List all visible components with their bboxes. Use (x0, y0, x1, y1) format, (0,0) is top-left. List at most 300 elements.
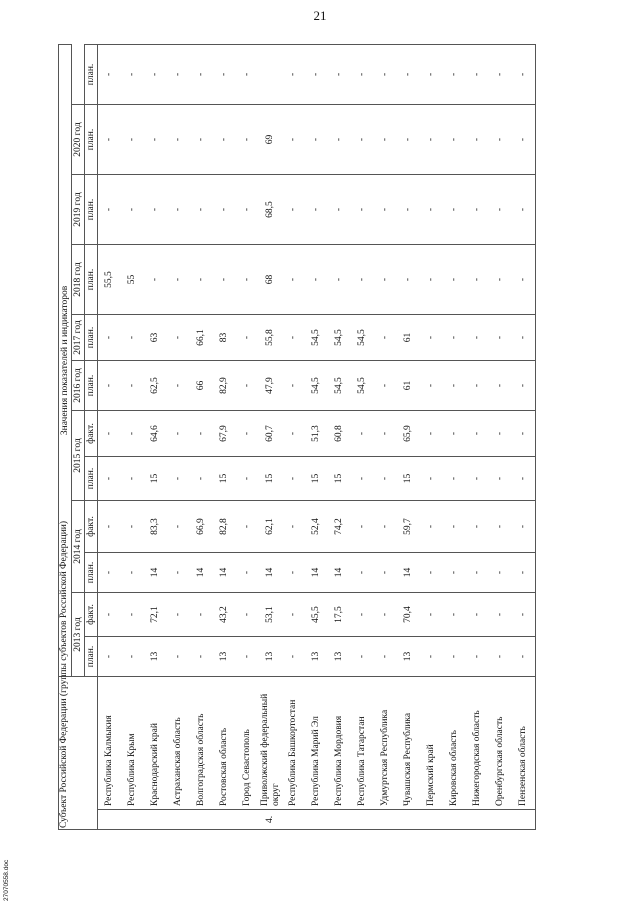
value-cell: - (420, 457, 443, 501)
value-cell: 15 (213, 457, 236, 501)
value-cell: - (190, 411, 213, 457)
value-cell: - (420, 593, 443, 637)
value-cell: 54,5 (351, 361, 374, 411)
value-cell: - (420, 44, 443, 104)
value-cell: - (236, 44, 259, 104)
value-cell: - (167, 637, 190, 677)
table-row (328, 44, 351, 829)
value-cell: - (305, 175, 328, 245)
row-number (236, 810, 259, 830)
table-row (512, 44, 536, 829)
value-cell: - (351, 637, 374, 677)
value-cell: - (374, 411, 397, 457)
region-name: Пермский край (420, 677, 443, 810)
value-cell: - (121, 175, 144, 245)
row-number (420, 810, 443, 830)
value-cell: - (420, 245, 443, 315)
value-cell: 14 (190, 553, 213, 593)
value-cell: 62,5 (144, 361, 167, 411)
value-cell: - (236, 637, 259, 677)
value-cell: - (443, 501, 466, 553)
plan-header: план. (85, 457, 98, 501)
value-cell: 54,5 (328, 361, 351, 411)
value-cell: - (420, 553, 443, 593)
value-cell: 47,9 (259, 361, 282, 411)
value-cell: - (351, 553, 374, 593)
value-cell: - (512, 411, 536, 457)
value-cell: - (190, 245, 213, 315)
value-cell: 14 (305, 553, 328, 593)
year-header: 2013 год (72, 593, 85, 677)
value-cell: - (351, 245, 374, 315)
row-number (397, 810, 420, 830)
row-number (351, 810, 374, 830)
value-cell: - (282, 553, 305, 593)
value-cell: - (512, 501, 536, 553)
value-cell: 52,4 (305, 501, 328, 553)
table-row (282, 44, 305, 829)
value-cell: - (328, 44, 351, 104)
value-cell: - (420, 411, 443, 457)
region-name: Чувашская Республика (397, 677, 420, 810)
value-cell: 83,3 (144, 501, 167, 553)
value-cell: - (512, 553, 536, 593)
value-cell: - (466, 457, 489, 501)
value-cell: 61 (397, 315, 420, 361)
region-name: Волгоградская область (190, 677, 213, 810)
value-cell: - (489, 411, 512, 457)
value-cell (259, 44, 282, 104)
value-cell: 14 (328, 553, 351, 593)
value-cell: - (420, 105, 443, 175)
value-cell: - (489, 593, 512, 637)
table-header (59, 44, 98, 829)
table-row (489, 44, 512, 829)
value-cell: 60,8 (328, 411, 351, 457)
indicators-header: Значения показателей и индикаторов (59, 44, 72, 676)
value-cell: 54,5 (328, 315, 351, 361)
value-cell: - (443, 175, 466, 245)
value-cell: 14 (213, 553, 236, 593)
table-row (374, 44, 397, 829)
row-number (98, 810, 122, 830)
value-cell: - (512, 315, 536, 361)
value-cell: 14 (259, 553, 282, 593)
value-cell: - (121, 457, 144, 501)
table-row (443, 44, 466, 829)
value-cell: - (282, 457, 305, 501)
value-cell: - (282, 105, 305, 175)
region-name: Республика Марий Эл (305, 677, 328, 810)
value-cell: - (328, 105, 351, 175)
value-cell: - (512, 105, 536, 175)
region-name: Республика Крым (121, 677, 144, 810)
value-cell: 13 (213, 637, 236, 677)
value-cell: - (489, 175, 512, 245)
value-cell: - (190, 637, 213, 677)
value-cell: 64,6 (144, 411, 167, 457)
value-cell: - (466, 637, 489, 677)
value-cell: 60,7 (259, 411, 282, 457)
value-cell: - (420, 361, 443, 411)
value-cell: - (328, 245, 351, 315)
value-cell: - (443, 245, 466, 315)
value-cell: - (121, 501, 144, 553)
value-cell: - (512, 457, 536, 501)
row-number (121, 810, 144, 830)
table-row (259, 44, 282, 829)
value-cell: - (282, 593, 305, 637)
value-cell: - (420, 315, 443, 361)
row-number (282, 810, 305, 830)
value-cell: - (374, 593, 397, 637)
value-cell: - (282, 637, 305, 677)
value-cell: 55 (121, 245, 144, 315)
value-cell: - (443, 361, 466, 411)
value-cell: - (167, 315, 190, 361)
value-cell: - (374, 245, 397, 315)
value-cell: - (167, 553, 190, 593)
value-cell: 61 (397, 361, 420, 411)
value-cell: 59,7 (397, 501, 420, 553)
value-cell: - (167, 593, 190, 637)
value-cell: - (305, 105, 328, 175)
region-name: Краснодарский край (144, 677, 167, 810)
value-cell: - (466, 245, 489, 315)
table-row (144, 44, 167, 829)
value-cell: 68 (259, 245, 282, 315)
value-cell: - (466, 361, 489, 411)
value-cell: - (121, 361, 144, 411)
value-cell: - (351, 175, 374, 245)
value-cell: - (351, 105, 374, 175)
table-row (121, 44, 144, 829)
value-cell: - (512, 637, 536, 677)
value-cell: - (397, 175, 420, 245)
rotated-table-container (58, 45, 583, 830)
region-name: Нижегородская область (466, 677, 489, 810)
table-row (305, 44, 328, 829)
value-cell: - (466, 553, 489, 593)
table-row (190, 44, 213, 829)
plan-header: план. (85, 637, 98, 677)
value-cell: - (167, 411, 190, 457)
plan-header: план. (85, 553, 98, 593)
value-cell: 17,5 (328, 593, 351, 637)
plan-header: план. (85, 245, 98, 315)
value-cell: - (489, 501, 512, 553)
value-cell: - (236, 175, 259, 245)
value-cell: - (420, 501, 443, 553)
value-cell: - (374, 501, 397, 553)
value-cell: - (167, 501, 190, 553)
value-cell: - (236, 105, 259, 175)
value-cell: - (190, 457, 213, 501)
value-cell: - (98, 501, 122, 553)
plan-header: план. (85, 105, 98, 175)
value-cell: - (420, 175, 443, 245)
value-cell: - (167, 361, 190, 411)
value-cell: 15 (144, 457, 167, 501)
value-cell: - (443, 315, 466, 361)
value-cell: 14 (144, 553, 167, 593)
value-cell: - (466, 105, 489, 175)
value-cell: - (443, 593, 466, 637)
region-name: Республика Мордовия (328, 677, 351, 810)
value-cell: - (121, 637, 144, 677)
row-number (190, 810, 213, 830)
value-cell: - (489, 315, 512, 361)
value-cell: - (512, 245, 536, 315)
value-cell: 43,2 (213, 593, 236, 637)
value-cell: - (236, 553, 259, 593)
value-cell: 15 (259, 457, 282, 501)
value-cell: - (121, 553, 144, 593)
row-number: 4. (259, 810, 282, 830)
value-cell: 13 (259, 637, 282, 677)
value-cell: 68,5 (259, 175, 282, 245)
value-cell: - (190, 175, 213, 245)
value-cell: - (374, 44, 397, 104)
year-header: 2020 год (72, 105, 85, 175)
region-name: Республика Башкортостан (282, 677, 305, 810)
value-cell: - (144, 245, 167, 315)
value-cell: 15 (397, 457, 420, 501)
value-cell: 53,1 (259, 593, 282, 637)
fact-header: факт. (85, 411, 98, 457)
page-number: 21 (313, 8, 327, 23)
value-cell: - (98, 457, 122, 501)
value-cell: - (121, 44, 144, 104)
year-header: 2018 год (72, 245, 85, 315)
table-row (420, 44, 443, 829)
value-cell: - (466, 44, 489, 104)
value-cell: - (443, 553, 466, 593)
value-cell: - (466, 315, 489, 361)
value-cell: - (144, 44, 167, 104)
value-cell: - (512, 361, 536, 411)
value-cell: - (282, 501, 305, 553)
value-cell: - (489, 457, 512, 501)
value-cell: - (236, 411, 259, 457)
value-cell: - (328, 175, 351, 245)
value-cell: - (98, 105, 122, 175)
value-cell: - (512, 593, 536, 637)
row-number (374, 810, 397, 830)
year-header: 2017 год (72, 315, 85, 361)
value-cell: - (374, 315, 397, 361)
value-cell: 62,1 (259, 501, 282, 553)
value-cell: - (236, 457, 259, 501)
value-cell: - (282, 411, 305, 457)
row-number (213, 810, 236, 830)
value-cell: - (190, 105, 213, 175)
value-cell: 14 (397, 553, 420, 593)
value-cell: 15 (305, 457, 328, 501)
value-cell: - (489, 105, 512, 175)
value-cell: 74,2 (328, 501, 351, 553)
value-cell: 51,3 (305, 411, 328, 457)
year-header: 2019 год (72, 175, 85, 245)
row-number (512, 810, 536, 830)
value-cell: - (305, 245, 328, 315)
value-cell: - (374, 457, 397, 501)
value-cell: - (282, 175, 305, 245)
value-cell: - (282, 361, 305, 411)
value-cell: - (443, 105, 466, 175)
value-cell: - (489, 553, 512, 593)
row-number (305, 810, 328, 830)
indicators-table (58, 44, 536, 830)
row-number (167, 810, 190, 830)
value-cell: 13 (144, 637, 167, 677)
region-name: Республика Татарстан (351, 677, 374, 810)
value-cell: - (98, 637, 122, 677)
plan-header: план. (85, 44, 98, 104)
value-cell: 66,9 (190, 501, 213, 553)
value-cell: - (167, 457, 190, 501)
value-cell: 67,9 (213, 411, 236, 457)
value-cell: - (213, 105, 236, 175)
value-cell: - (397, 105, 420, 175)
value-cell: - (282, 315, 305, 361)
value-cell: - (213, 245, 236, 315)
value-cell: - (466, 593, 489, 637)
value-cell: - (305, 44, 328, 104)
year-header: 2014 год (72, 501, 85, 593)
value-cell: - (121, 411, 144, 457)
value-cell: - (512, 175, 536, 245)
fact-header: факт. (85, 593, 98, 637)
plan-header: план. (85, 175, 98, 245)
value-cell: 13 (397, 637, 420, 677)
value-cell: - (466, 411, 489, 457)
value-cell: - (98, 361, 122, 411)
fact-header: факт. (85, 501, 98, 553)
value-cell: - (121, 315, 144, 361)
value-cell: 55,5 (98, 245, 122, 315)
value-cell: - (397, 245, 420, 315)
region-name: Приволжский федеральный округ (259, 677, 282, 810)
value-cell: - (98, 593, 122, 637)
value-cell: - (167, 175, 190, 245)
value-cell: - (282, 44, 305, 104)
value-cell: 55,8 (259, 315, 282, 361)
footer-code: 27070558.doc (3, 859, 10, 901)
value-cell: - (282, 245, 305, 315)
value-cell: - (489, 44, 512, 104)
row-number (144, 810, 167, 830)
region-name: Удмуртская Республика (374, 677, 397, 810)
value-cell: - (190, 44, 213, 104)
table-row (351, 44, 374, 829)
value-cell: - (374, 637, 397, 677)
value-cell: - (374, 361, 397, 411)
table-row (98, 44, 122, 829)
value-cell: - (466, 175, 489, 245)
value-cell: - (213, 44, 236, 104)
row-number (489, 810, 512, 830)
value-cell: - (351, 44, 374, 104)
value-cell: - (443, 44, 466, 104)
value-cell: - (512, 44, 536, 104)
value-cell: 45,5 (305, 593, 328, 637)
value-cell: - (236, 593, 259, 637)
table-row (236, 44, 259, 829)
row-number (466, 810, 489, 830)
table-row (466, 44, 489, 829)
plan-header: план. (85, 361, 98, 411)
value-cell: - (489, 245, 512, 315)
value-cell: 82,9 (213, 361, 236, 411)
region-name: Пензенская область (512, 677, 536, 810)
region-name: Кировская область (443, 677, 466, 810)
value-cell: - (443, 411, 466, 457)
value-cell: - (397, 44, 420, 104)
year-header: 2015 год (72, 411, 85, 501)
value-cell: - (374, 175, 397, 245)
value-cell: - (489, 637, 512, 677)
value-cell: - (213, 175, 236, 245)
value-cell: - (351, 411, 374, 457)
value-cell: 69 (259, 105, 282, 175)
value-cell: - (489, 361, 512, 411)
value-cell: 13 (305, 637, 328, 677)
value-cell: - (443, 637, 466, 677)
table-row (167, 44, 190, 829)
region-name: Оренбургская область (489, 677, 512, 810)
value-cell: - (443, 457, 466, 501)
value-cell: 83 (213, 315, 236, 361)
value-cell: 82,8 (213, 501, 236, 553)
region-name: Город Севастополь (236, 677, 259, 810)
value-cell: - (374, 105, 397, 175)
value-cell: - (144, 175, 167, 245)
year-header: 2016 год (72, 361, 85, 411)
subject-column-header: Субъект Российской Федерации (группы субъектов Российской Федерации) (59, 677, 98, 830)
value-cell: - (98, 315, 122, 361)
value-cell: 54,5 (305, 315, 328, 361)
value-cell: 65,9 (397, 411, 420, 457)
row-number (328, 810, 351, 830)
value-cell: - (236, 245, 259, 315)
value-cell: - (167, 245, 190, 315)
value-cell: - (351, 457, 374, 501)
value-cell: - (167, 105, 190, 175)
value-cell: - (98, 175, 122, 245)
table-body (98, 44, 536, 829)
value-cell: 63 (144, 315, 167, 361)
region-name: Ростовская область (213, 677, 236, 810)
value-cell: - (236, 361, 259, 411)
value-cell: - (351, 593, 374, 637)
region-name: Астраханская область (167, 677, 190, 810)
value-cell: - (98, 44, 122, 104)
value-cell: 70,4 (397, 593, 420, 637)
value-cell: - (98, 411, 122, 457)
value-cell: - (236, 501, 259, 553)
table-row (397, 44, 420, 829)
value-cell: - (98, 553, 122, 593)
value-cell: 13 (328, 637, 351, 677)
value-cell: - (420, 637, 443, 677)
table-row (213, 44, 236, 829)
value-cell: - (167, 44, 190, 104)
value-cell: - (374, 553, 397, 593)
value-cell: 54,5 (351, 315, 374, 361)
value-cell: - (121, 593, 144, 637)
value-cell: - (466, 501, 489, 553)
